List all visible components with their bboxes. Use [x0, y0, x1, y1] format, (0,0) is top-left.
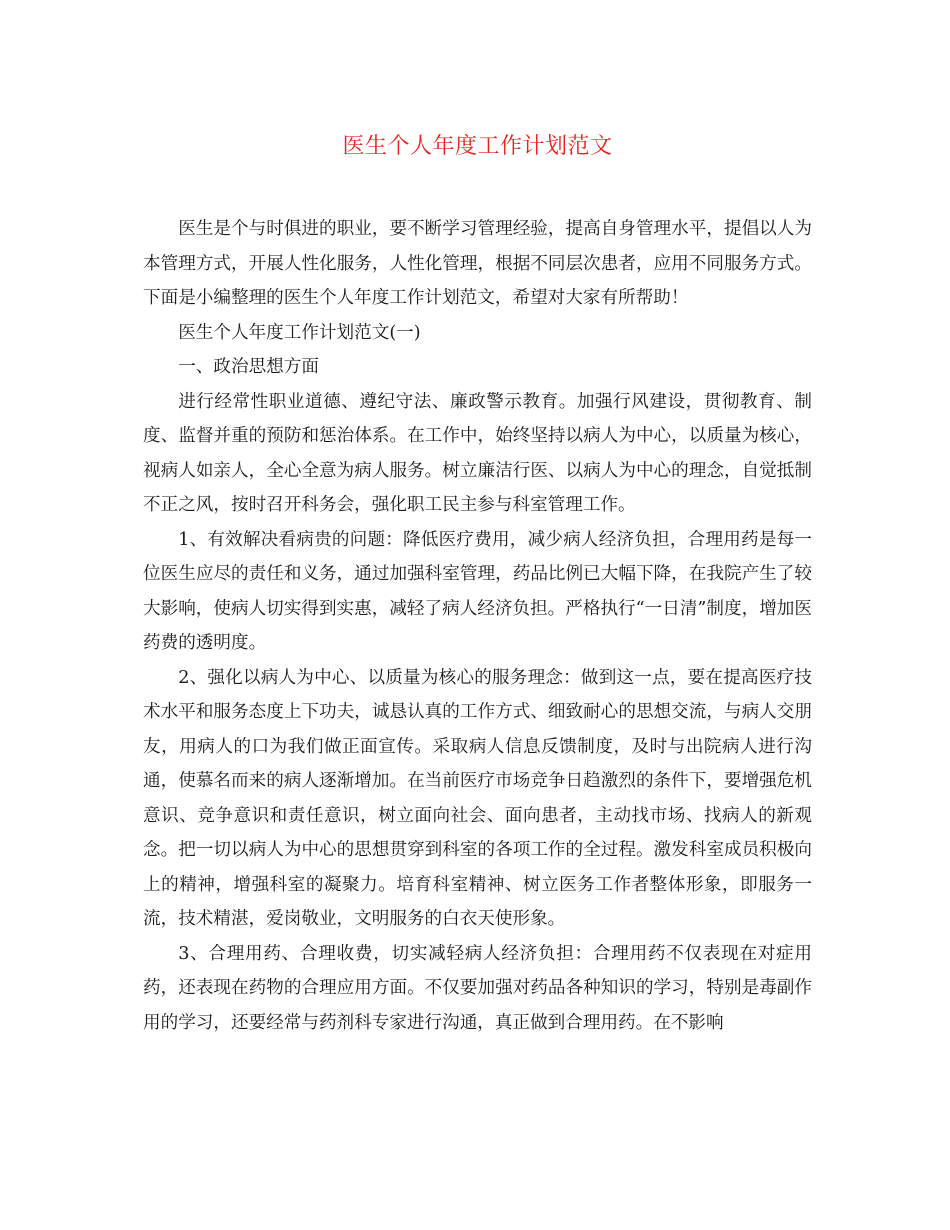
- body-paragraph: 1、有效解决看病贵的问题：降低医疗费用，减少病人经济负担，合理用药是每一位医生应尽的责任和义务，通过加强科室管理，药品比例已大幅下降，在我院产生了较大影响，使病人切实得到实惠，减轻了病人经济负担。严格执行“一日清”制度，增加医药费的透明度。: [143, 529, 812, 653]
- subsection-heading-political: 一、政治思想方面: [178, 357, 319, 377]
- body-paragraph: 2、强化以病人为中心、以质量为核心的服务理念：做到这一点，要在提高医疗技术水平和服务态度上下功夫，诚恳认真的工作方式、细致耐心的思想交流，与病人交朋友，用病人的口为我们做正面宣传。采取病人信息反馈制度，及时与出院病人进行沟通，使慕名而来的病人逐渐增加。在当前医疗市场竞争日趋激烈的条件下，要增强危机意识、竞争意识和责任意识，树立面向社会、面向患者，主动找市场、找病人的新观念。把一切以病人为中心的思想贯穿到科室的各项工作的全过程。激发科室成员积极向上的精神，增强科室的凝聚力。培育科室精神、树立医务工作者整体形象，即服务一流，技术精湛，爱岗敬业，文明服务的白衣天使形象。: [143, 667, 812, 929]
- section-heading-plan-one: 医生个人年度工作计划范文(一): [178, 322, 421, 343]
- intro-paragraph: 医生是个与时俱进的职业，要不断学习管理经验，提高自身管理水平，提倡以人为本管理方式，开展人性化服务，人性化管理，根据不同层次患者，应用不同服务方式。下面是小编整理的医生个人年度工作计划范文，希望对大家有所帮助！: [143, 219, 812, 308]
- body-paragraph: 3、合理用药、合理收费，切实减轻病人经济负担：合理用药不仅表现在对症用药，还表现在药物的合理应用方面。不仅要加强对药品各种知识的学习，特别是毒副作用的学习，还要经常与药剂科专家进行沟通，真正做到合理用药。在不影响: [143, 943, 812, 1033]
- body-paragraph: 进行经常性职业道德、遵纪守法、廉政警示教育。加强行风建设，贯彻教育、制度、监督并重的预防和惩治体系。在工作中，始终坚持以病人为中心，以质量为核心，视病人如亲人，全心全意为病人服务。树立廉洁行医、以病人为中心的理念，自觉抵制不正之风，按时召开科务会，强化职工民主参与科室管理工作。: [143, 391, 812, 515]
- document-title: 医生个人年度工作计划范文: [342, 134, 613, 159]
